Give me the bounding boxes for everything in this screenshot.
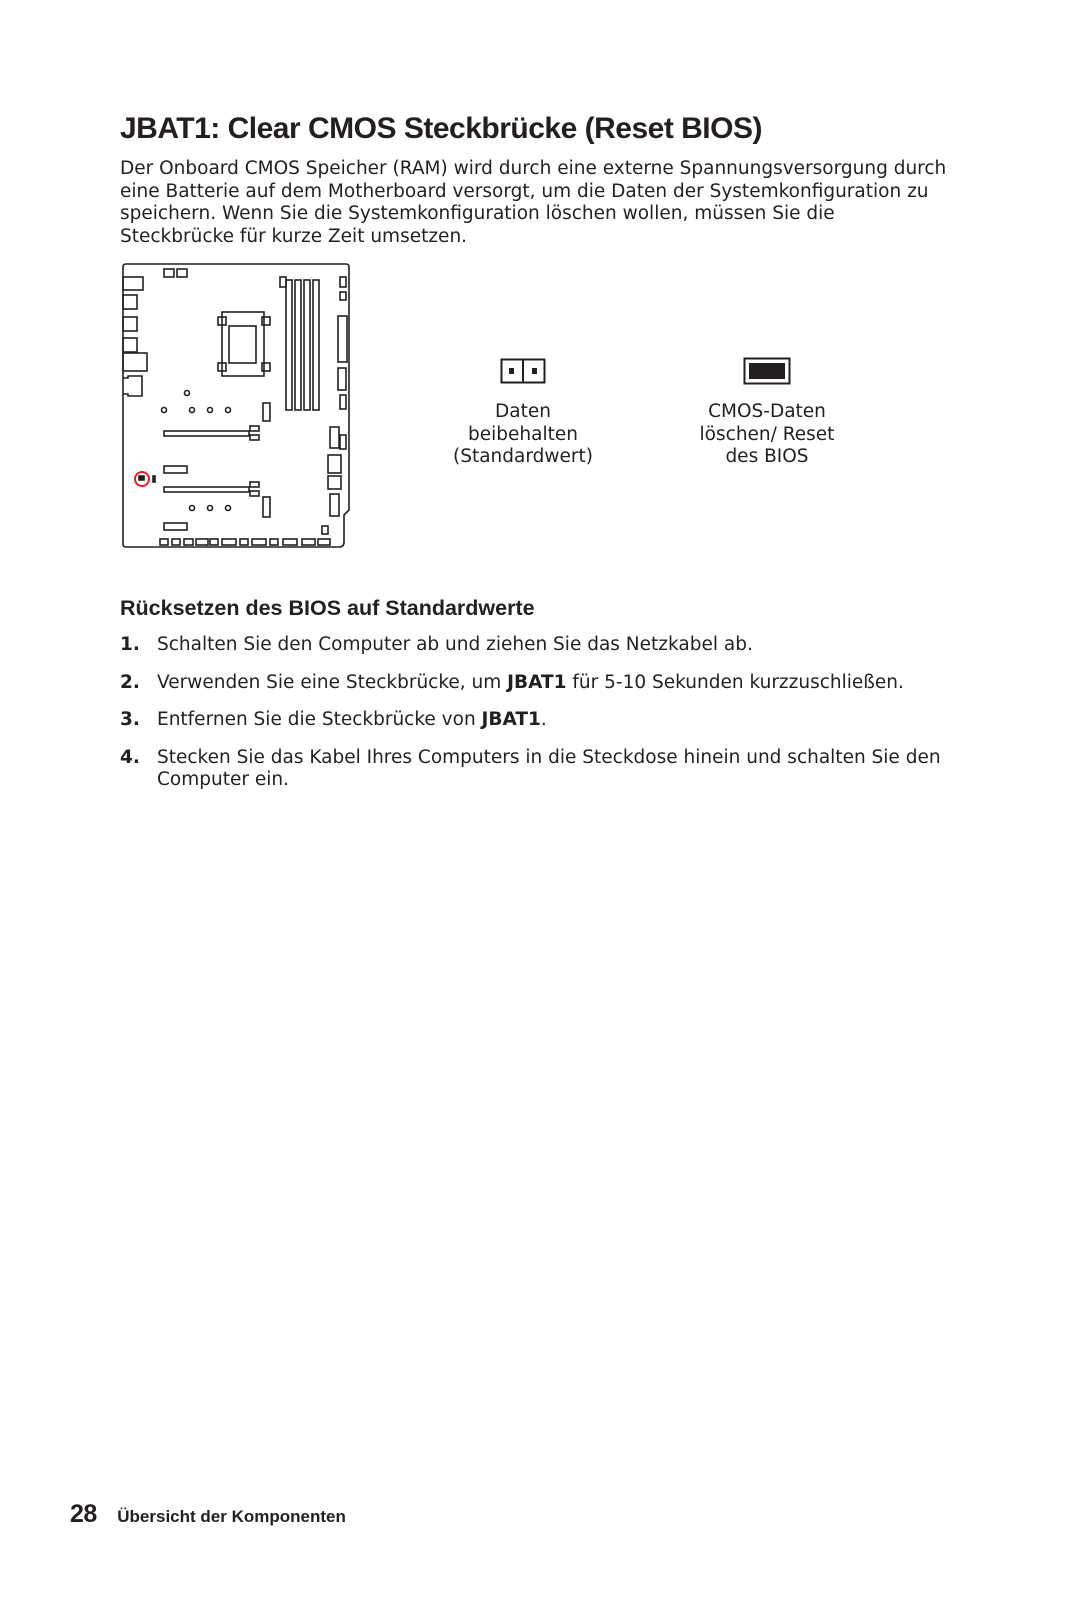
page-number: 28 bbox=[70, 1500, 97, 1528]
step-item: 1. Schalten Sie den Computer ab und ziehen Sie das Netzkabel ab. bbox=[120, 634, 753, 655]
jumper-open-icon bbox=[500, 358, 546, 384]
page-title: JBAT1: Clear CMOS Steckbrücke (Reset BIOS) bbox=[120, 112, 762, 145]
jumper-closed-icon bbox=[743, 357, 791, 385]
board-outline bbox=[123, 264, 349, 547]
intro-paragraph: Der Onboard CMOS Speicher (RAM) wird durch eine externe Spannungsversorgung durch eine Batterie auf dem Motherboard versorgt, um die Daten der Systemkonfiguration zu speichern. Wenn Sie die Systemkonfiguration löschen wollen, müssen Sie die Steckbrücke für kurze Zeit umsetzen. bbox=[120, 158, 947, 247]
caption-clear-cmos: CMOS-Daten löschen/ Reset des BIOS bbox=[699, 401, 835, 467]
section-heading: Rücksetzen des BIOS auf Standardwerte bbox=[120, 596, 535, 620]
step-item: 2. Verwenden Sie eine Steckbrücke, um JBAT1 für 5-10 Sekunden kurzzuschließen. bbox=[120, 671, 904, 693]
step-item: 3. Entfernen Sie die Steckbrücke von JBAT1. bbox=[120, 709, 547, 730]
step-item: 4. Stecken Sie das Kabel Ihres Computers in die Steckdose hinein und schalten Sie den Computer ein. bbox=[120, 746, 941, 790]
page-footer bbox=[70, 1500, 346, 1529]
caption-keep-data: Daten beibehalten (Standardwert) bbox=[453, 401, 593, 467]
motherboard-diagram bbox=[118, 260, 354, 552]
steps-list bbox=[120, 634, 950, 807]
footer-section-name: Übersicht der Komponenten bbox=[117, 1507, 346, 1526]
